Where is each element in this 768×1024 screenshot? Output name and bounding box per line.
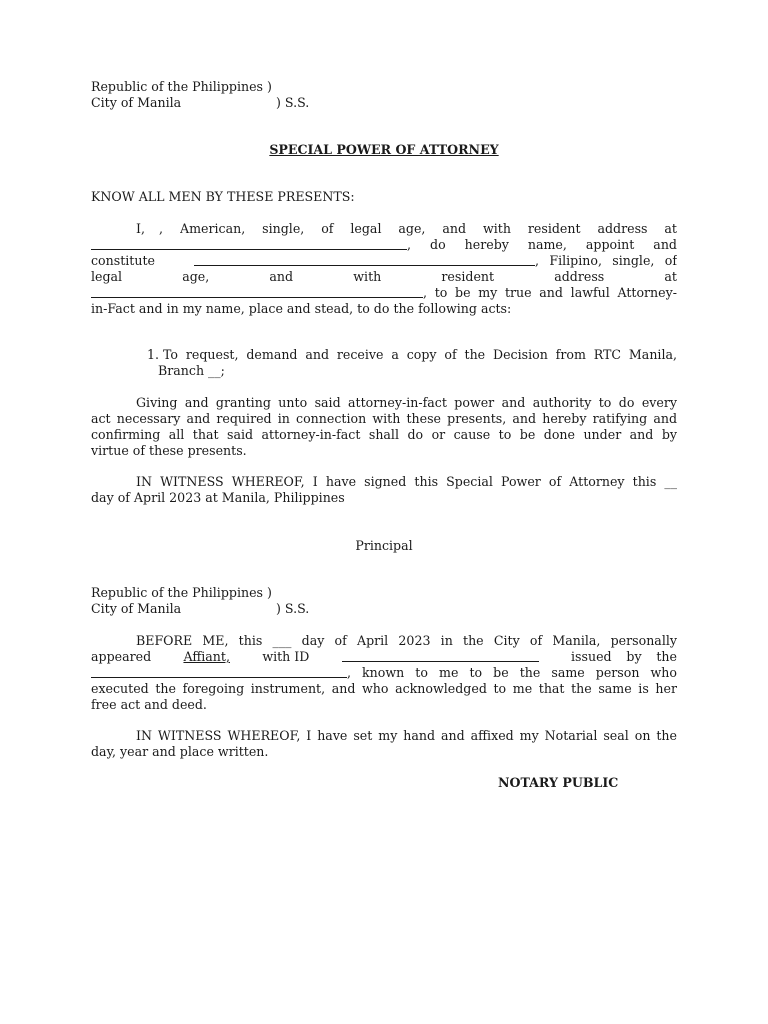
appointment-paragraph <box>91 221 677 317</box>
para4-l2c: with ID <box>262 649 310 664</box>
notarial-paragraph <box>91 728 677 760</box>
para4-l2a: appeared <box>91 649 152 664</box>
para1-l3b: , Filipino, single, of <box>535 253 677 268</box>
venue-country: Republic of the Philippines ) <box>91 79 272 94</box>
para4-l3: , known to me to be the same person who <box>347 665 677 680</box>
para4-l1: BEFORE ME, this ___ day of April 2023 in the City of Manila, personally <box>136 633 677 648</box>
para4-l5: free act and deed. <box>91 697 207 712</box>
venue-city: City of Manila <box>91 95 182 110</box>
para1-l2: , do hereby name, appoint and <box>407 237 677 252</box>
issuer-blank <box>91 665 347 678</box>
document-title: SPECIAL POWER OF ATTORNEY <box>269 142 499 157</box>
attorney-address-blank <box>91 285 423 298</box>
principal-signature-label: Principal <box>355 538 413 553</box>
para4-l4: executed the foregoing instrument, and who acknowledged to me that the same is her <box>91 681 677 696</box>
act-item-1 <box>91 347 677 379</box>
para1-l1c: American, single, of legal age, and with resident address at <box>180 221 677 236</box>
item-text-line2: Branch __; <box>158 363 225 378</box>
para5-l2: day, year and place written. <box>91 744 269 759</box>
item-number: 1. <box>146 347 159 362</box>
para2-l4: virtue of these presents. <box>91 443 247 458</box>
venue-block-2 <box>91 585 677 617</box>
id-blank <box>342 649 539 662</box>
witness-paragraph <box>91 474 677 506</box>
para1-l3a: constitute <box>91 253 155 268</box>
address-blank <box>91 237 407 250</box>
para1-l1b: , <box>159 221 164 236</box>
venue-block <box>91 79 677 111</box>
para2-l3: confirming all that said attorney-in-fact shall do or cause to be done under and by <box>91 427 677 442</box>
para3-l1: IN WITNESS WHEREOF, I have signed this Special Power of Attorney this __ <box>136 474 677 489</box>
attorney-name-blank <box>194 253 535 266</box>
venue2-ss: ) S.S. <box>276 601 310 616</box>
para4-l2d: issued by the <box>571 649 677 664</box>
intro-line: KNOW ALL MEN BY THESE PRESENTS: <box>91 189 355 204</box>
para4-affiant: Affiant, <box>183 649 230 664</box>
para3-l2: day of April 2023 at Manila, Philippines <box>91 490 345 505</box>
para1-l6: in-Fact and in my name, place and stead, to do the following acts: <box>91 301 512 316</box>
para1-l4: legal age, and with resident address at <box>91 269 677 284</box>
para2-l1: Giving and granting unto said attorney-in-fact power and authority to do every <box>136 395 677 410</box>
para2-l2: act necessary and required in connection with these presents, and hereby ratifying and <box>91 411 677 426</box>
notary-public-label: NOTARY PUBLIC <box>498 775 619 790</box>
para1-l1a: I, <box>136 221 145 236</box>
para1-l5: , to be my true and lawful Attorney- <box>423 285 677 300</box>
venue2-city: City of Manila <box>91 601 182 616</box>
venue2-country: Republic of the Philippines ) <box>91 585 272 600</box>
acknowledgment-paragraph <box>91 633 677 713</box>
para5-l1: IN WITNESS WHEREOF, I have set my hand and affixed my Notarial seal on the <box>136 728 677 743</box>
item-text-line1: To request, demand and receive a copy of the Decision from RTC Manila, <box>163 347 677 362</box>
venue-ss: ) S.S. <box>276 95 310 110</box>
grant-paragraph <box>91 395 677 459</box>
